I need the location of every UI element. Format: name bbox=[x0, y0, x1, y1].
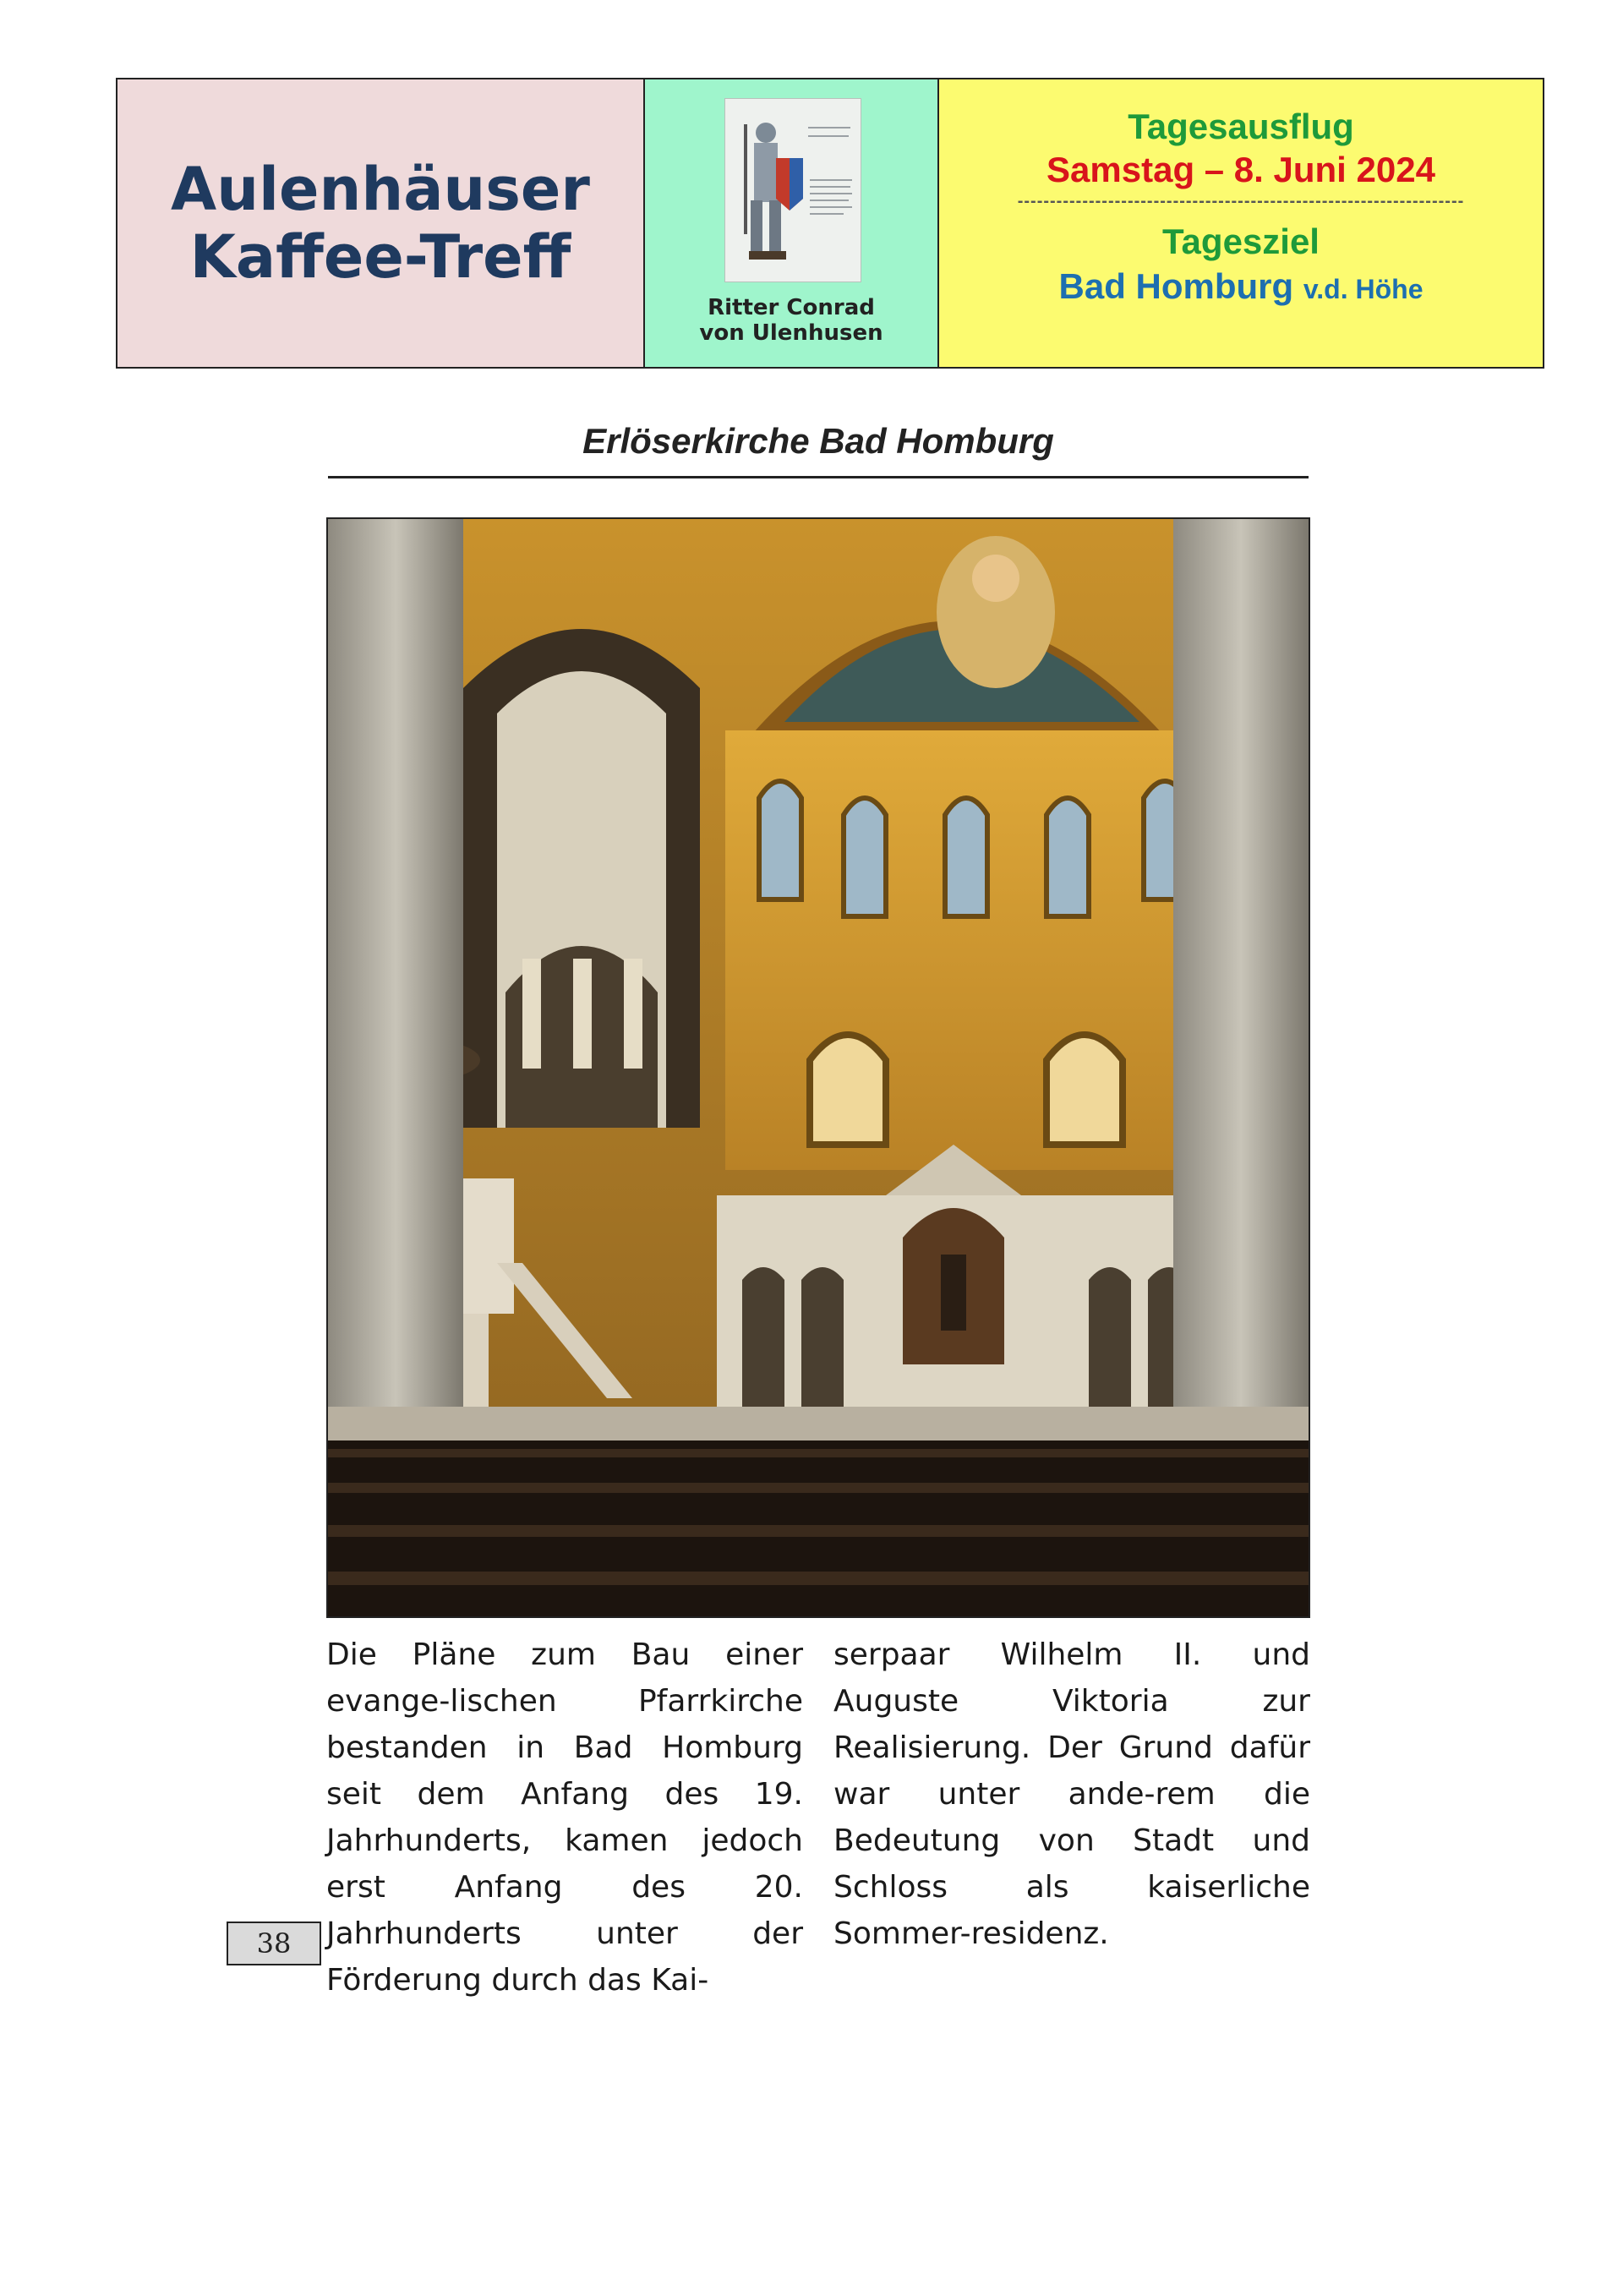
title-divider bbox=[328, 476, 1309, 478]
knight-emblem-image bbox=[724, 98, 861, 282]
church-interior-illustration bbox=[328, 519, 1309, 1616]
knight-icon bbox=[725, 99, 861, 282]
church-interior-photo bbox=[326, 517, 1310, 1618]
destination-city: Bad Homburg bbox=[1058, 266, 1294, 306]
article-title: Erlöserkirche Bad Homburg bbox=[582, 421, 1054, 461]
header-banner bbox=[116, 78, 1544, 369]
trip-date: Samstag – 8. Juni 2024 bbox=[1046, 150, 1435, 189]
emblem-caption bbox=[645, 295, 937, 346]
destination-label: Tagesziel bbox=[1162, 221, 1320, 261]
destination-suffix: v.d. Höhe bbox=[1303, 274, 1424, 304]
brand-line-2: Kaffee-Treff bbox=[189, 222, 571, 292]
trip-info-box bbox=[939, 79, 1543, 367]
article-column-2: serpaar Wilhelm II. und Auguste Viktoria zur Realisierung. Der Grund dafür war unter ande-rem die Bedeutung von Stadt und Schloss als kaiserliche Sommer-residenz. bbox=[833, 1637, 1310, 1951]
trip-label: Tagesausflug bbox=[1128, 107, 1354, 146]
caption-line-2: von Ulenhusen bbox=[699, 320, 883, 346]
brand-line-1: Aulenhäuser bbox=[171, 155, 590, 224]
separator-line: --------------------------------------------------------------------- bbox=[1017, 192, 1465, 210]
page-number: 38 bbox=[227, 1922, 321, 1965]
brand-box bbox=[117, 79, 645, 367]
caption-line-1: Ritter Conrad bbox=[708, 295, 875, 320]
emblem-box bbox=[645, 79, 939, 367]
destination bbox=[939, 265, 1543, 310]
article-column-1: Die Pläne zum Bau einer evange-lischen Pfarrkirche bestanden in Bad Homburg seit dem Anfang des 19. Jahrhunderts, kamen jedoch erst Anfang des 20. Jahrhunderts unter der Förderung durch das Kai- bbox=[326, 1637, 803, 1998]
